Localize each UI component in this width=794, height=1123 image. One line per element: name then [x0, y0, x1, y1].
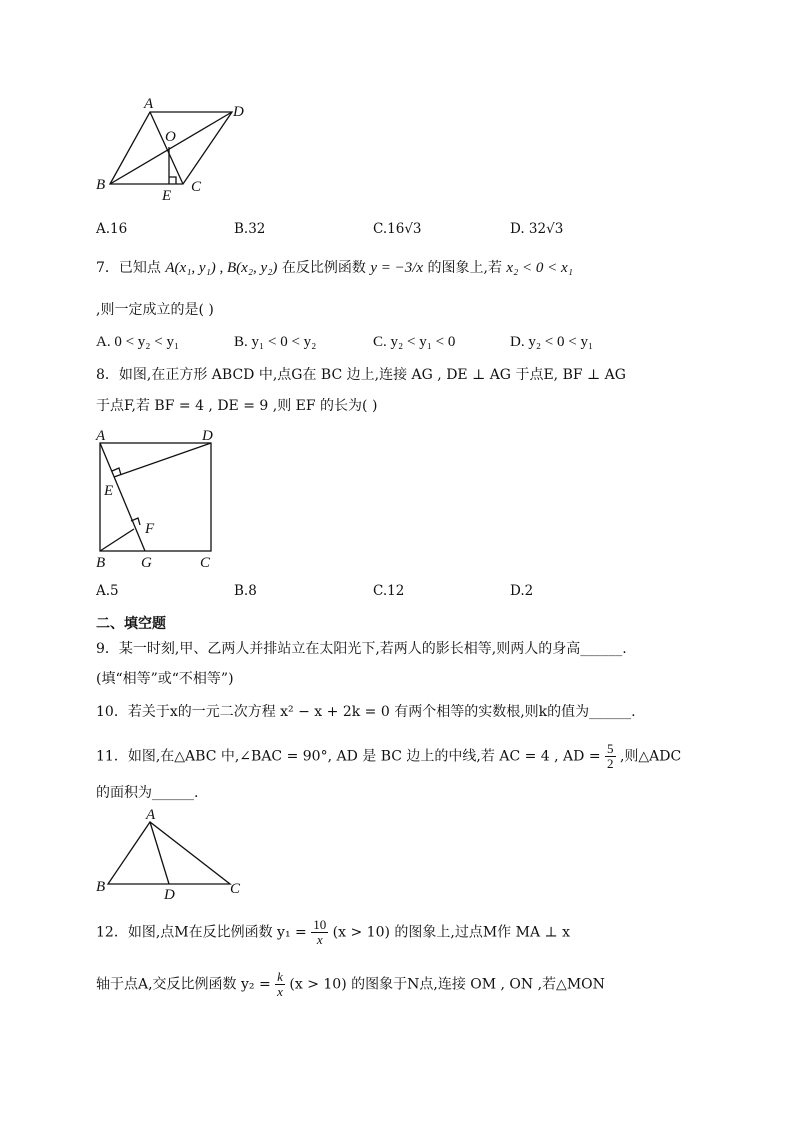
q12-line2-part2: (x > 10) 的图象于N点,连接 OM , ON ,若△MON [289, 976, 605, 993]
q6-label-D: D [233, 104, 244, 120]
q7-option-c: C. y₂ < y₁ < 0 [373, 334, 456, 350]
q7-points: A(x₁, y₁) , B(x₂, y₂) [165, 260, 278, 276]
q8-label-F: F [145, 521, 155, 537]
q8-option-b: B.8 [234, 583, 257, 599]
q7-option-a: A. 0 < y₂ < y₁ [96, 334, 180, 350]
q7-mid2: 的图象上,若 [427, 260, 502, 276]
q11-part1: 11．如图,在△ABC 中,∠BAC = 90°, AD 是 BC 边上的中线,若 AC = 4 , AD = [96, 748, 601, 765]
q8-option-c: C.12 [373, 583, 405, 599]
q8-label-D: D [202, 428, 213, 444]
q12-line2-part1: 轴于点A,交反比例函数 y₂ = [96, 976, 271, 993]
q7-question-line1 [96, 258, 573, 278]
q11-frac-num: 5 [607, 741, 614, 756]
q8-option-d: D.2 [510, 583, 534, 599]
q6-option-a: A.16 [96, 221, 128, 237]
q6-label-E: E [162, 188, 172, 204]
q8-label-C: C [200, 555, 211, 571]
q8-square-figure [90, 425, 230, 575]
q11-label-A: A [146, 808, 156, 823]
q12-frac2-num: k [277, 969, 283, 984]
q6-option-c: C.16√3 [373, 221, 422, 237]
q7-function: y = −3/x [370, 260, 424, 276]
q8-label-G: G [141, 555, 152, 571]
q9-question-line1: 9．某一时刻,甲、乙两人并排站立在太阳光下,若两人的影长相等,则两人的身高______. [96, 641, 627, 657]
q8-question-line2: 于点F,若 BF = 4 , DE = 9 ,则 EF 的长为( ) [96, 398, 378, 414]
q11-label-B: B [96, 879, 106, 895]
q6-option-d: D. 32√3 [510, 221, 564, 237]
q12-question-line2 [96, 970, 605, 999]
q8-label-B: B [96, 555, 106, 571]
q11-question-line1 [96, 742, 681, 771]
q11-question-line2: 的面积为______. [96, 785, 199, 801]
q6-label-O: O [165, 129, 176, 145]
q11-label-C: C [230, 881, 241, 897]
q10-question-line1: 10．若关于x的一元二次方程 x² − x + 2k = 0 有两个相等的实数根,则k的值为______. [96, 704, 636, 720]
q6-label-A: A [144, 96, 154, 112]
q12-part1: 12．如图,点M在反比例函数 y₁ = [96, 924, 307, 941]
q12-frac2-den: x [277, 984, 283, 999]
q7-mid: 在反比例函数 [281, 260, 366, 276]
q11-frac-den: 2 [607, 756, 614, 771]
q7-option-b: B. y₁ < 0 < y₂ [234, 334, 317, 350]
q7-condition: x₂ < 0 < x₁ [506, 260, 573, 276]
q6-label-C: C [191, 179, 202, 195]
q7-prefix: 7．已知点 [96, 260, 161, 276]
q9-question-line2: (填“相等”或“不相等”) [96, 671, 234, 687]
q12-fraction2 [275, 970, 285, 999]
q7-option-d: D. y₂ < 0 < y₁ [510, 334, 594, 350]
q12-frac1-den: x [316, 932, 323, 947]
q8-label-A: A [96, 428, 106, 444]
q12-frac1-num: 10 [313, 917, 327, 932]
q11-triangle-figure [90, 808, 250, 903]
q12-part2: (x > 10) 的图象上,过点M作 MA ⊥ x [332, 924, 571, 941]
q11-part2: ,则△ADC [619, 748, 682, 765]
q8-option-a: A.5 [96, 583, 119, 599]
q6-label-B: B [96, 177, 106, 193]
q12-question-line1 [96, 918, 570, 947]
q11-label-D: D [164, 887, 175, 903]
q8-question-line1: 8．如图,在正方形 ABCD 中,点G在 BC 边上,连接 AG , DE ⊥ AG 于点E, BF ⊥ AG [96, 367, 626, 383]
q11-fraction [605, 742, 616, 771]
q6-parallelogram-figure [90, 95, 260, 210]
section-heading-fill-in: 二、填空题 [96, 616, 166, 632]
q12-fraction1 [311, 918, 328, 947]
q8-label-E: E [104, 483, 114, 499]
q7-question-line2: ,则一定成立的是( ) [96, 302, 214, 318]
q6-option-b: B.32 [234, 221, 266, 237]
